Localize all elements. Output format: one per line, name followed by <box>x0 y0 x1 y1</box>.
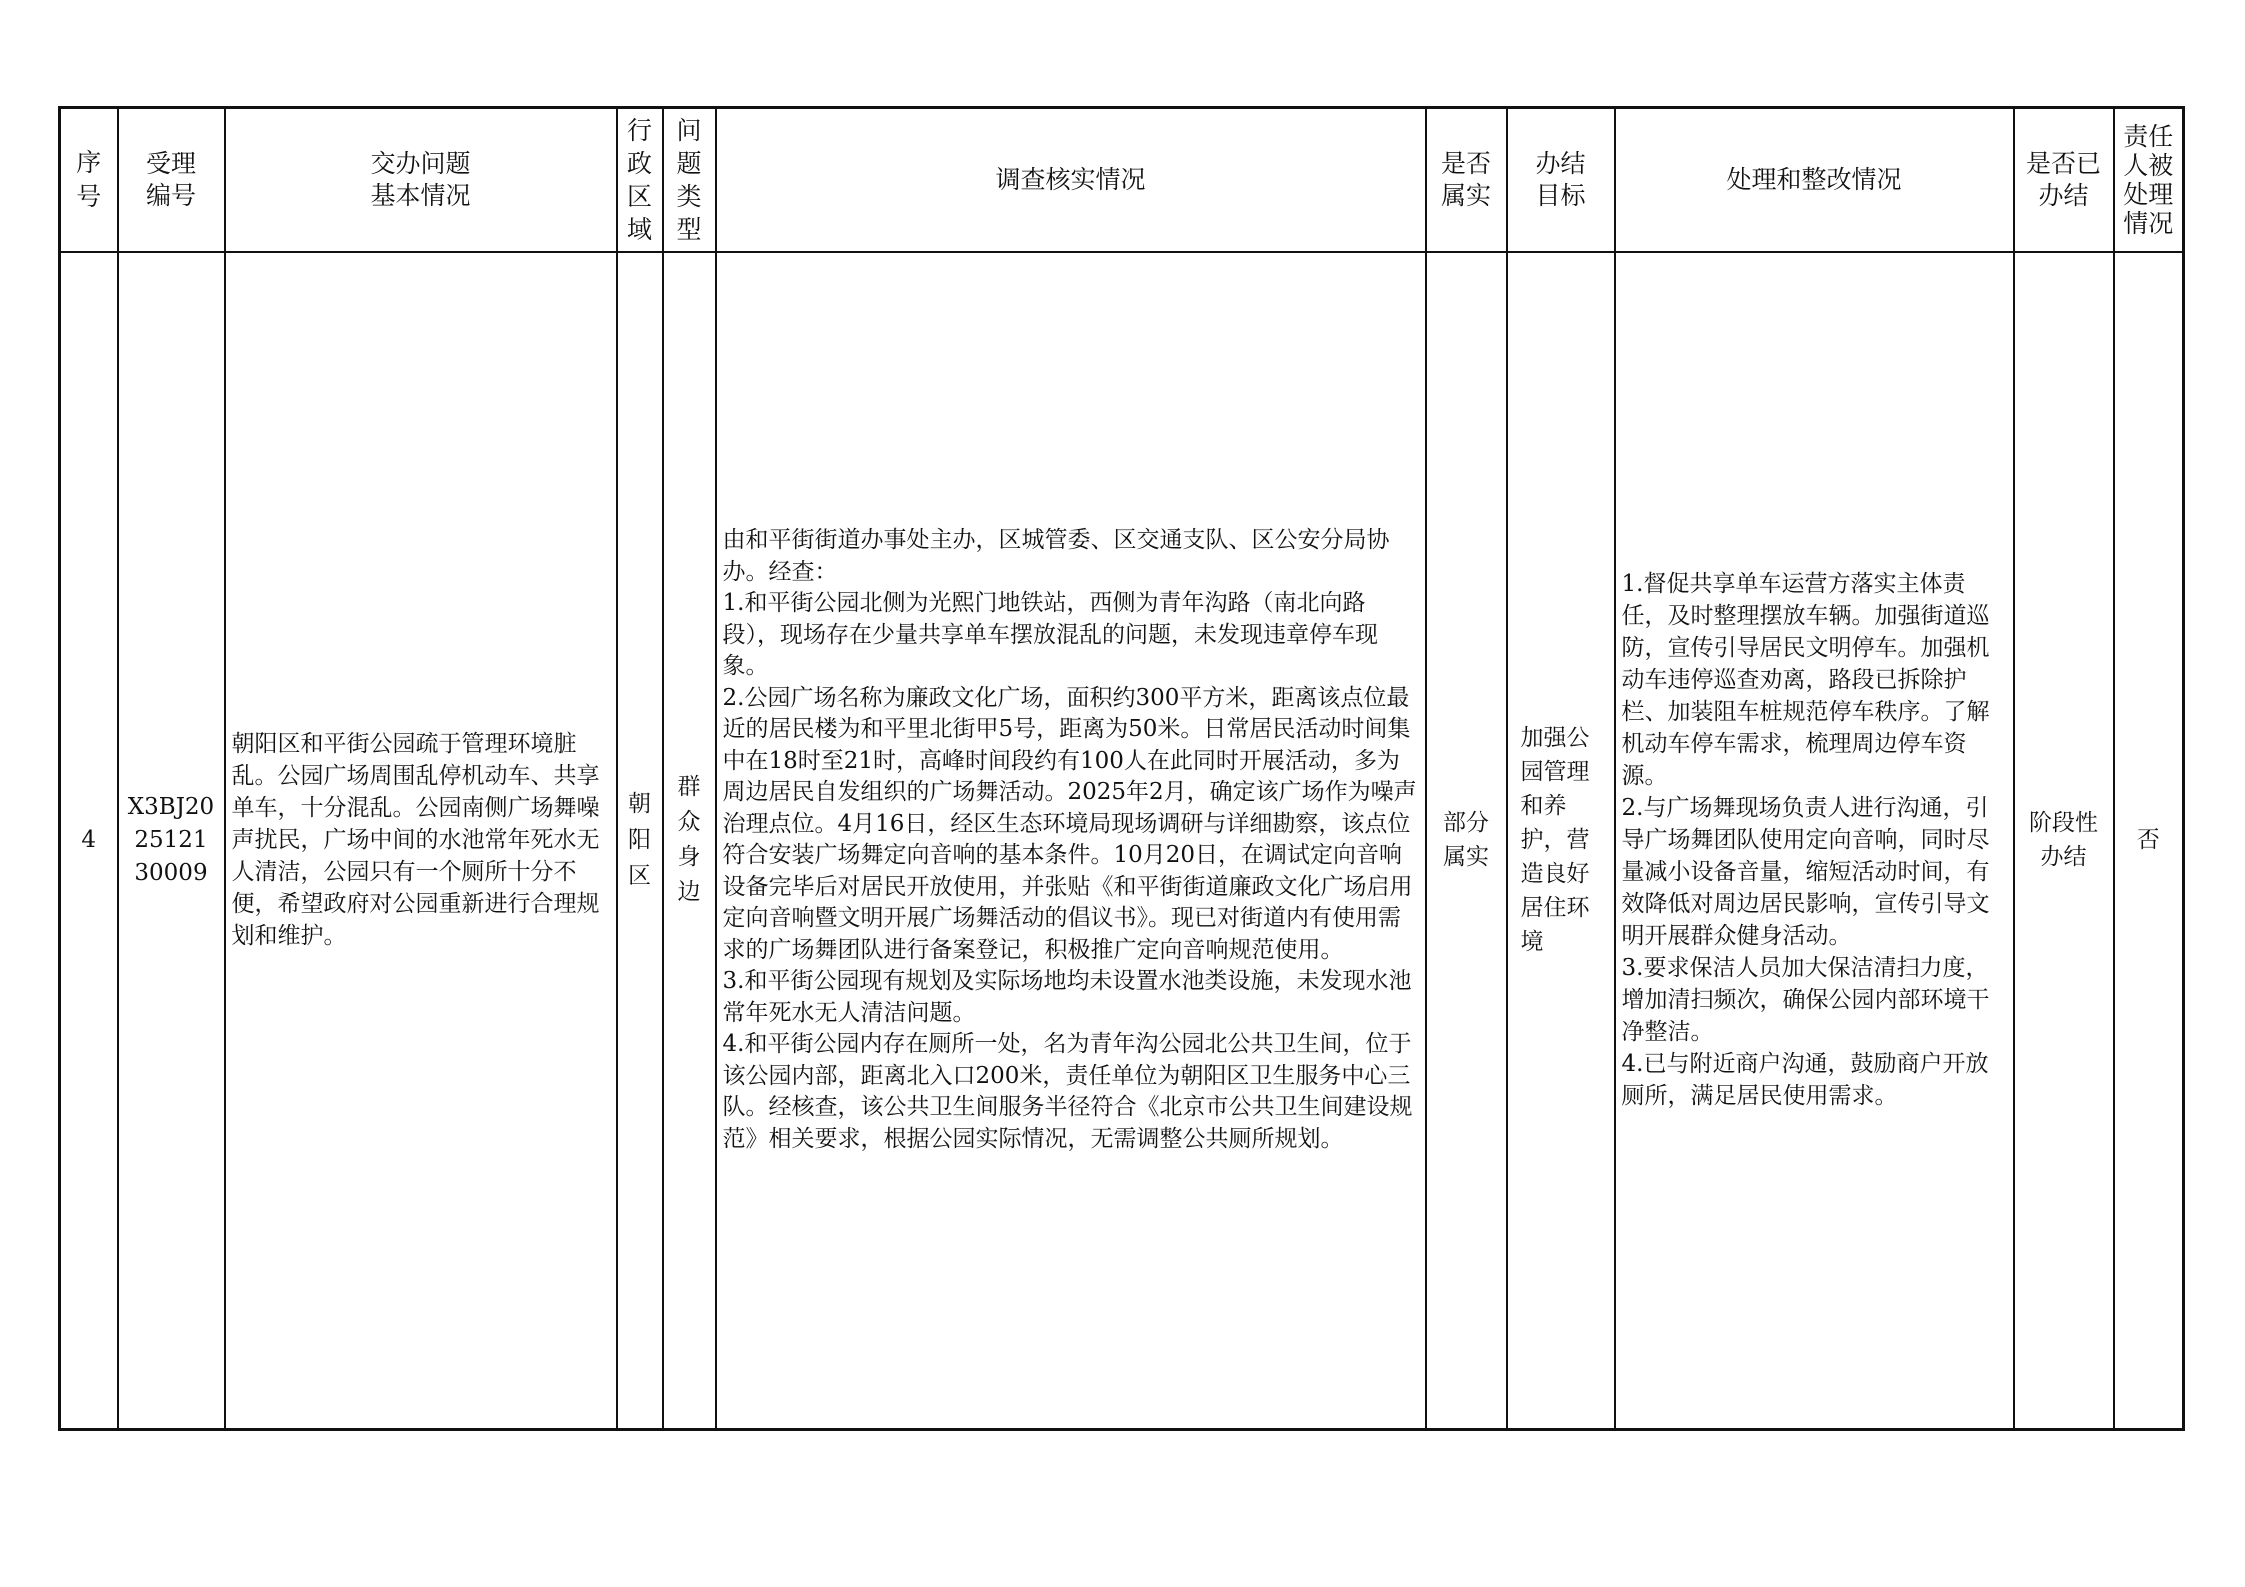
header-goal: 办结 目标 <box>1507 108 1615 252</box>
handling-para: 1.督促共享单车运营方落实主体责任，及时整理摆放车辆。加强街道巡防，宣传引导居民文明停车。加强机动车违停巡查劝离，路段已拆除护栏、加装阻车桩规范停车秩序。了解机动车停车需求，梳理周边停车资源。 <box>1621 571 1990 790</box>
cell-accept-no: X3BJ2025121 30009 <box>118 252 225 1430</box>
cell-verified: 部分属实 <box>1426 252 1507 1430</box>
header-verified: 是否 属实 <box>1426 108 1507 252</box>
cell-accountability: 否 <box>2114 252 2184 1430</box>
cell-district: 朝阳区 <box>617 252 663 1430</box>
cell-handling <box>1615 252 2014 1430</box>
header-type: 问题类型 <box>663 108 716 252</box>
header-accept-no: 受理 编号 <box>118 108 225 252</box>
investigation-para: 1.和平街公园北侧为光熙门地铁站，西侧为青年沟路（南北向路段），现场存在少量共享单车摆放混乱的问题，未发现违章停车现象。 <box>722 590 1378 680</box>
header-district: 行政区域 <box>617 108 663 252</box>
cell-type: 群众身边 <box>663 252 716 1430</box>
cell-investigation <box>716 252 1426 1430</box>
investigation-para: 2.公园广场名称为廉政文化广场，面积约300平方米，距离该点位最近的居民楼为和平里北街甲5号，距离为50米。日常居民活动时间集中在18时至21时，高峰时间段约有100人在此同时开展活动，多为周边居民自发组织的广场舞活动。2025年2月，确定该广场作为噪声治理点位。4月16日，经区生态环境局现场调研与详细勘察，该点位符合安装广场舞定向音响的基本条件。10月20日，在调试定向音响设备完毕后对居民开放使用，并张贴《和平街街道廉政文化广场启用定向音响暨文明开展广场舞活动的倡议书》。现已对街道内有使用需求的广场舞团队进行备案登记，积极推广定向音响规范使用。 <box>722 684 1417 963</box>
cell-goal: 加强公园管理和养护，营造良好居住环境 <box>1507 252 1615 1430</box>
header-completed: 是否已 办结 <box>2014 108 2114 252</box>
handling-para: 4.已与附近商户沟通，鼓励商户开放厕所，满足居民使用需求。 <box>1621 1051 1989 1110</box>
investigation-para: 4.和平街公园内存在厕所一处，名为青年沟公园北公共卫生间，位于该公园内部，距离北入口200米，责任单位为朝阳区卫生服务中心三队。经核查，该公共卫生间服务半径符合《北京市公共卫生间建设规范》相关要求，根据公园实际情况，无需调整公共厕所规划。 <box>722 1031 1413 1152</box>
investigation-para: 3.和平街公园现有规划及实际场地均未设置水池类设施，未发现水池常年死水无人清洁问题。 <box>722 968 1412 1026</box>
cell-seq: 4 <box>60 252 118 1430</box>
header-accountability: 责任人被处理情况 <box>2114 108 2184 252</box>
handling-para: 2.与广场舞现场负责人进行沟通，引导广场舞团队使用定向音响，同时尽量减小设备音量，缩短活动时间，有效降低对周边居民影响，宣传引导文明开展群众健身活动。 <box>1621 795 1990 950</box>
header-seq: 序 号 <box>60 108 118 252</box>
header-investigation: 调查核实情况 <box>716 108 1426 252</box>
cell-completed: 阶段性办结 <box>2014 252 2114 1430</box>
header-row <box>60 108 2184 252</box>
header-handling: 处理和整改情况 <box>1615 108 2014 252</box>
table-row <box>60 252 2184 1430</box>
issue-table <box>58 106 2185 1431</box>
investigation-para: 由和平街街道办事处主办，区城管委、区交通支队、区公安分局协办。经查： <box>722 527 1390 585</box>
cell-issue: 朝阳区和平街公园疏于管理环境脏乱。公园广场周围乱停机动车、共享单车，十分混乱。公园南侧广场舞噪声扰民，广场中间的水池常年死水无人清洁，公园只有一个厕所十分不便，希望政府对公园重新进行合理规划和维护。 <box>225 252 617 1430</box>
handling-para: 3.要求保洁人员加大保洁清扫力度，增加清扫频次，确保公园内部环境干净整洁。 <box>1621 955 1990 1046</box>
header-issue: 交办问题 基本情况 <box>225 108 617 252</box>
